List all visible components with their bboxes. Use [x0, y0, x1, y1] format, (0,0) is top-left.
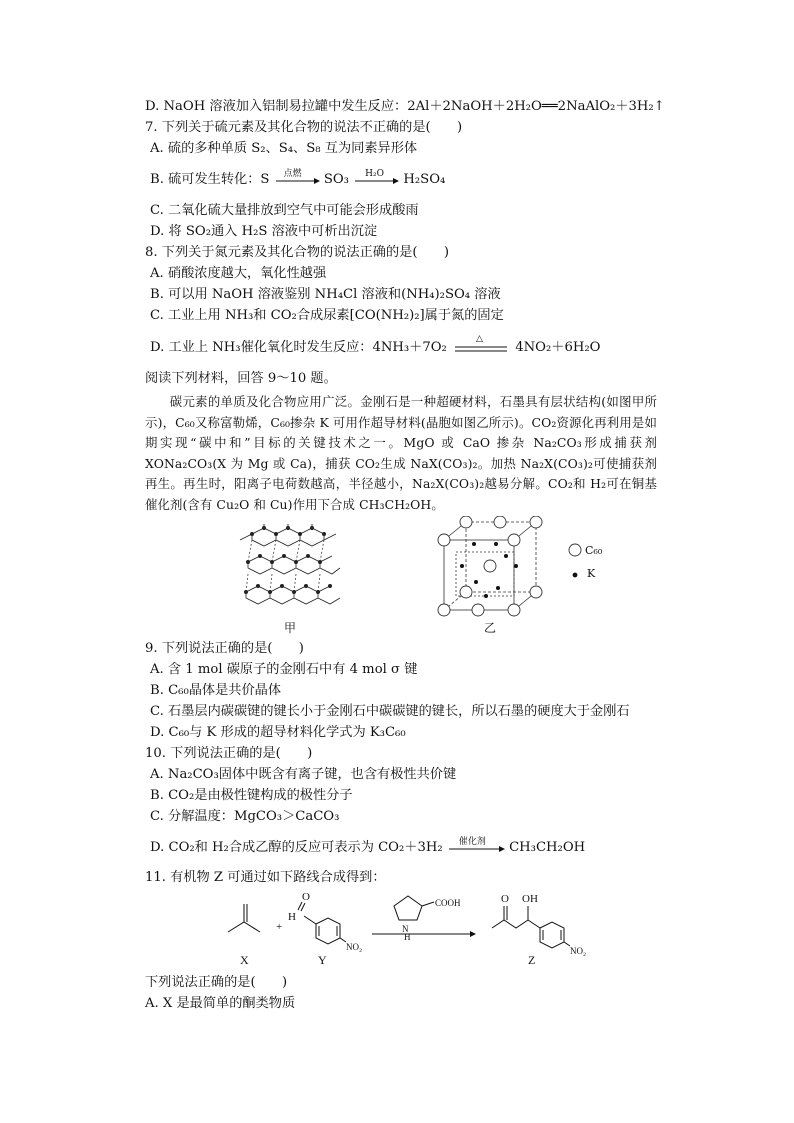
z-oh: OH — [522, 893, 538, 905]
q10-option-d — [150, 839, 585, 857]
q7-option-d: D. 将 SO₂通入 H₂S 溶液中可析出沉淀 — [150, 224, 378, 239]
k3c60-cell-figure — [436, 516, 548, 620]
plus-sign: + — [276, 921, 283, 933]
arrow-water — [353, 171, 399, 189]
q8-option-c: C. 工业上用 NH₃和 CO₂合成尿素[CO(NH₂)₂]属于氮的固定 — [150, 308, 504, 323]
q8-stem: 8. 下列关于氮元素及其化合物的说法正确的是( ) — [145, 245, 449, 260]
q10-option-a: A. Na₂CO₃固体中既含有离子键，也含有极性共价键 — [150, 767, 457, 782]
proline-h: H — [404, 932, 411, 942]
reading-instruction: 阅读下列材料，回答 9～10 题。 — [145, 371, 337, 386]
graphite-layer — [246, 586, 340, 604]
material-text: 碳元素的单质及化合物应用广泛。金刚石是一种超硬材料，石墨具有层状结构(如图甲所示)，C₆₀又称富勒烯，C₆₀掺杂 K 可用作超导材料(晶胞如图乙所示)。CO₂资源化再利用是如期实现“碳中和”目标的关键技术之一。MgO 或 CaO 掺杂 Na₂CO₃形成捕获剂 XONa₂CO₃(X 为 Mg 或 Ca)，捕获 CO₂生成 NaX(CO₃)₂。加热 Na₂X(CO₃)₂可使捕获剂再生。再生时，阳离子电荷数越高，半径越小，Na₂X(CO₃)₂越易分解。CO₂和 H₂可在铜基催化剂(含有 Cu₂O 和 Cu)作用下合成 CH₃CH₂OH。 — [145, 394, 657, 512]
q9-option-d: D. C₆₀与 K 形成的超导材料化学式为 K₃C₆₀ — [150, 725, 406, 740]
q8-option-a: A. 硝酸浓度越大，氧化性越强 — [150, 266, 327, 281]
heat-icon: △ — [476, 334, 483, 344]
figure-label-yi: 乙 — [484, 621, 497, 635]
q7-option-a: A. 硫的多种单质 S₂、S₄、S₈ 互为同素异形体 — [150, 141, 418, 156]
equal-heat-sign — [451, 334, 511, 357]
q6-option-d: D. NaOH 溶液加入铝制易拉罐中发生反应：2Al＋2NaOH＋2H₂O══2NaAlO₂＋3H₂↑ — [145, 99, 665, 114]
label-x: X — [240, 953, 249, 967]
legend-k-label: K — [587, 567, 596, 580]
q9-stem: 9. 下列说法正确的是( ) — [145, 641, 304, 656]
figure-label-jia: 甲 — [284, 621, 297, 635]
arrow-label: 点燃 — [283, 169, 302, 179]
arrow-dianran — [274, 171, 320, 189]
q10-stem: 10. 下列说法正确的是( ) — [145, 746, 313, 761]
q9-option-a: A. 含 1 mol 碳原子的金刚石中有 4 mol σ 键 — [150, 662, 418, 677]
q11-stem: 11. 有机物 Z 可通过如下路线合成得到： — [145, 870, 386, 885]
q9-option-c: C. 石墨层内碳碳键的键长小于金刚石中碳碳键的键长，所以石墨的硬度大于金刚石 — [150, 704, 630, 719]
reaction-scheme — [222, 888, 622, 968]
label-y: Y — [318, 953, 327, 967]
q7b-text: B. 硫可发生转化：S — [150, 172, 270, 187]
arrow-catalyst — [447, 839, 505, 857]
double-line-icon — [451, 339, 511, 357]
z-o: O — [501, 893, 509, 905]
q7-option-c: C. 二氧化硫大量排放到空气中可能会形成酸雨 — [150, 203, 419, 218]
q11-sub-stem: 下列说法正确的是( ) — [145, 975, 288, 990]
right-arrow-icon — [274, 171, 320, 189]
q10-option-c: C. 分解温度：MgCO₃＞CaCO₃ — [150, 809, 340, 824]
legend-k-icon — [571, 571, 579, 579]
graphite-figure — [232, 518, 348, 616]
q7b-end: H₂SO₄ — [403, 172, 446, 187]
proline-nh: N — [402, 924, 409, 934]
q7-stem: 7. 下列关于硫元素及其化合物的说法不正确的是( ) — [145, 120, 463, 135]
arrow-label: 催化剂 — [458, 837, 486, 847]
graphite-layer — [248, 556, 340, 574]
aldehyde-o: O — [302, 891, 310, 903]
material-paragraph — [145, 392, 657, 516]
q8-option-d — [150, 334, 601, 357]
q10-option-b: B. CO₂是由极性键构成的极性分子 — [150, 788, 353, 803]
arrow-label: H₂O — [365, 169, 385, 179]
q7b-mid: SO₃ — [323, 172, 349, 187]
c60-molecules — [438, 516, 542, 616]
legend-c60-icon — [568, 543, 582, 557]
q7-option-b — [150, 171, 445, 189]
z-no2: NO₂ — [570, 946, 587, 956]
q10d-end: CH₃CH₂OH — [509, 840, 586, 855]
legend-c60-label: C₆₀ — [585, 544, 603, 557]
q10d-text: D. CO₂和 H₂合成乙醇的反应可表示为 CO₂＋3H₂ — [150, 840, 443, 855]
right-arrow-icon — [447, 839, 505, 857]
q8-option-b: B. 可以用 NaOH 溶液鉴别 NH₄Cl 溶液和(NH₄)₂SO₄ 溶液 — [150, 287, 501, 302]
q8d-end: 4NO₂＋6H₂O — [515, 340, 601, 355]
q8d-text: D. 工业上 NH₃催化氧化时发生反应：4NH₃＋7O₂ — [150, 340, 447, 355]
label-z: Z — [528, 953, 536, 967]
q11-option-a: A. X 是最简单的酮类物质 — [145, 996, 296, 1011]
proline-cooh: COOH — [435, 898, 461, 908]
q9-option-b: B. C₆₀晶体是共价晶体 — [150, 683, 282, 698]
y-no2: NO₂ — [346, 942, 363, 952]
right-arrow-icon — [353, 171, 399, 189]
aldehyde-h: H — [288, 911, 296, 923]
